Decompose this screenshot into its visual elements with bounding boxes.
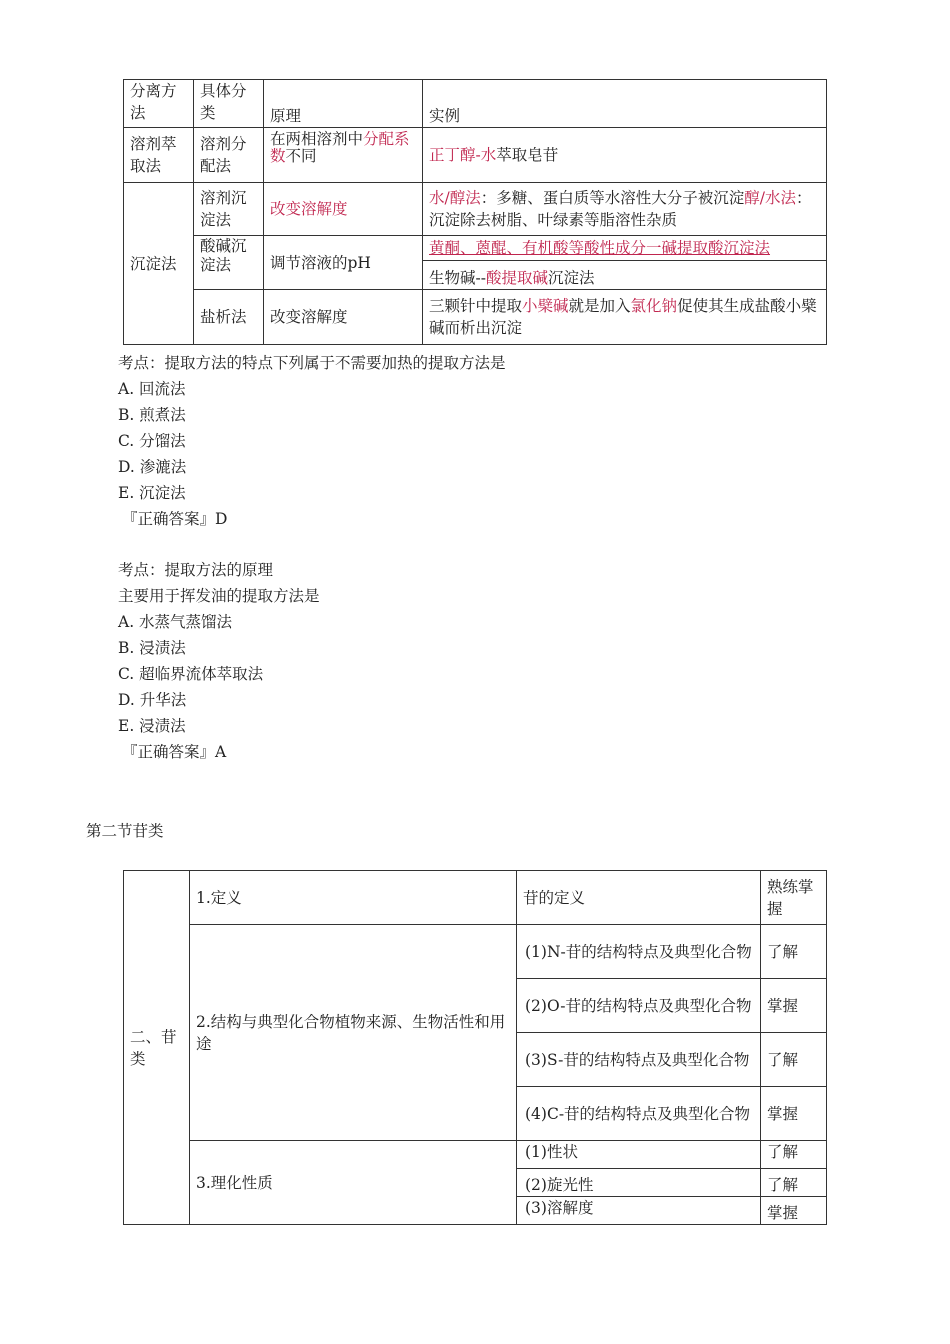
t2-struct-row <box>517 979 761 1033</box>
r4-example <box>423 290 827 345</box>
q1-option-e: E. 沉淀法 <box>118 484 186 502</box>
q2-option-a: A. 水蒸气蒸馏法 <box>118 613 233 631</box>
q2-topic: 考点：提取方法的原理 <box>118 561 274 579</box>
t2-def-level <box>761 871 827 925</box>
t2-prop-content: (2)旋光性 <box>525 1176 594 1194</box>
t2-def-item-text: 1.定义 <box>196 888 242 907</box>
header-sub-text: 具体分类 <box>200 82 247 122</box>
t2-struct-row <box>517 1087 761 1141</box>
r2-example <box>423 183 827 236</box>
glycoside-syllabus-table <box>123 870 827 1225</box>
q2-option-d: D. 升华法 <box>118 691 187 709</box>
r1-example <box>423 128 827 183</box>
t2-struct-content: (1)N-苷的结构特点及典型化合物 <box>525 942 752 961</box>
t2-prop-row <box>517 1141 761 1169</box>
t2-struct-level-text: 掌握 <box>767 996 799 1015</box>
r3-example-1-text: 黄酮、蒽醌、有机酸等酸性成分一碱提取酸沉淀法 <box>429 239 771 257</box>
r4-principle-text: 改变溶解度 <box>270 308 348 326</box>
t2-struct-row <box>517 925 761 979</box>
t2-struct-item <box>190 925 517 1141</box>
t2-struct-level <box>761 979 827 1033</box>
t2-struct-item-text: 2.结构与典型化合物植物来源、生物活性和用途 <box>196 1012 506 1053</box>
q2-option-b: B. 浸渍法 <box>118 639 186 657</box>
q1-option-d: D. 渗漉法 <box>118 458 187 476</box>
r3-example-2-b: 酸提取碱 <box>485 269 548 287</box>
r2-principle <box>264 183 423 236</box>
r4-example-c: 就是加入 <box>568 297 631 315</box>
t2-prop-level <box>761 1197 827 1225</box>
q1-option-c: C. 分馏法 <box>118 432 186 450</box>
r3-example-2-a: 生物碱-- <box>429 269 486 287</box>
header-principle-text: 原理 <box>270 107 302 125</box>
q2-stem: 主要用于挥发油的提取方法是 <box>118 587 320 605</box>
t2-struct-level <box>761 1087 827 1141</box>
t2-def-level-text: 熟练掌握 <box>767 877 814 918</box>
t2-struct-row <box>517 1033 761 1087</box>
t2-struct-content: (4)C-苷的结构特点及典型化合物 <box>525 1104 751 1123</box>
q1-answer: 『正确答案』D <box>122 510 228 528</box>
q1-stem: 考点：提取方法的特点下列属于不需要加热的提取方法是 <box>118 354 506 372</box>
r1-principle <box>264 128 423 183</box>
q2-option-e: E. 浸渍法 <box>118 717 186 735</box>
q1-option-b: B. 煎煮法 <box>118 406 186 424</box>
r3-principle <box>264 236 423 290</box>
r4-example-b: 小檗碱 <box>522 297 569 315</box>
r3-sub <box>194 236 264 290</box>
r4-sub-text: 盐析法 <box>200 308 247 326</box>
r2-method-text: 沉淀法 <box>130 254 177 273</box>
t2-prop-row <box>517 1169 761 1197</box>
r1-sub-text: 溶剂分配法 <box>200 135 247 175</box>
t2-struct-content: (2)O-苷的结构特点及典型化合物 <box>525 996 752 1015</box>
r3-sub-text: 酸碱沉淀法 <box>200 237 247 274</box>
t2-prop-row <box>517 1197 761 1225</box>
header-method <box>124 80 194 128</box>
q2-option-c: C. 超临界流体萃取法 <box>118 665 264 683</box>
r1-principle-b: 分配系数 <box>270 130 410 165</box>
q2-answer: 『正确答案』A <box>122 743 227 761</box>
r4-example-e: 促使其生成盐酸小檗碱而析出沉淀 <box>429 297 817 337</box>
t2-prop-item-text: 3.理化性质 <box>196 1173 273 1192</box>
r1-example-a: 正丁醇-水 <box>429 146 497 164</box>
section-title: 第二节苷类 <box>86 822 164 840</box>
t2-prop-level-text: 掌握 <box>767 1204 799 1222</box>
t2-prop-content: (3)溶解度 <box>525 1199 594 1217</box>
r1-method <box>124 128 194 183</box>
t2-prop-level <box>761 1141 827 1169</box>
t2-struct-level <box>761 1033 827 1087</box>
r1-example-b: 萃取皂苷 <box>496 146 559 164</box>
separation-methods-table <box>123 79 827 345</box>
r2-sub-text: 溶剂沉淀法 <box>200 189 247 229</box>
r4-principle <box>264 290 423 345</box>
q1-option-a: A. 回流法 <box>118 380 186 398</box>
t2-struct-level-text: 了解 <box>767 1050 799 1069</box>
t2-struct-level-text: 了解 <box>767 942 799 961</box>
t2-struct-level-text: 掌握 <box>767 1104 799 1123</box>
r4-example-d: 氯化钠 <box>630 297 678 315</box>
header-example <box>423 80 827 128</box>
t2-category <box>124 871 190 1225</box>
r2-sub <box>194 183 264 236</box>
r1-principle-c: 不同 <box>285 147 317 165</box>
r2-principle-text: 改变溶解度 <box>270 200 348 218</box>
t2-category-text: 二、苷类 <box>130 1027 177 1068</box>
r1-principle-a: 在两相溶剂中 <box>270 130 364 148</box>
t2-def-content <box>517 871 761 925</box>
r2-example-a: 水/醇法 <box>429 189 481 207</box>
r1-method-text: 溶剂萃取法 <box>130 135 177 175</box>
r3-example-2 <box>423 261 827 290</box>
t2-prop-level <box>761 1169 827 1197</box>
header-sub <box>194 80 264 128</box>
t2-prop-level-text: 了解 <box>767 1176 799 1194</box>
t2-prop-content: (1)性状 <box>525 1143 578 1161</box>
t2-prop-item <box>190 1141 517 1225</box>
header-method-text: 分离方法 <box>130 82 177 122</box>
t2-def-item <box>190 871 517 925</box>
r3-principle-text: 调节溶液的pH <box>270 253 371 272</box>
r4-sub <box>194 290 264 345</box>
r2-method <box>124 183 194 345</box>
r2-example-c: 醇/水法 <box>744 189 796 207</box>
r2-example-b: ：多糖、蛋白质等水溶性大分子被沉淀 <box>480 189 745 207</box>
r3-example-2-c: 沉淀法 <box>548 269 595 287</box>
r2-example-d: ：沉淀除去树脂、叶绿素等脂溶性杂质 <box>429 189 812 229</box>
header-example-text: 实例 <box>429 107 461 125</box>
r4-example-a: 三颗针中提取 <box>429 297 523 315</box>
t2-def-content-text: 苷的定义 <box>523 888 586 907</box>
t2-struct-content: (3)S-苷的结构特点及典型化合物 <box>525 1050 750 1069</box>
r3-example-1 <box>423 236 827 261</box>
r1-sub <box>194 128 264 183</box>
header-principle <box>264 80 423 128</box>
t2-struct-level <box>761 925 827 979</box>
t2-prop-level-text: 了解 <box>767 1143 799 1161</box>
